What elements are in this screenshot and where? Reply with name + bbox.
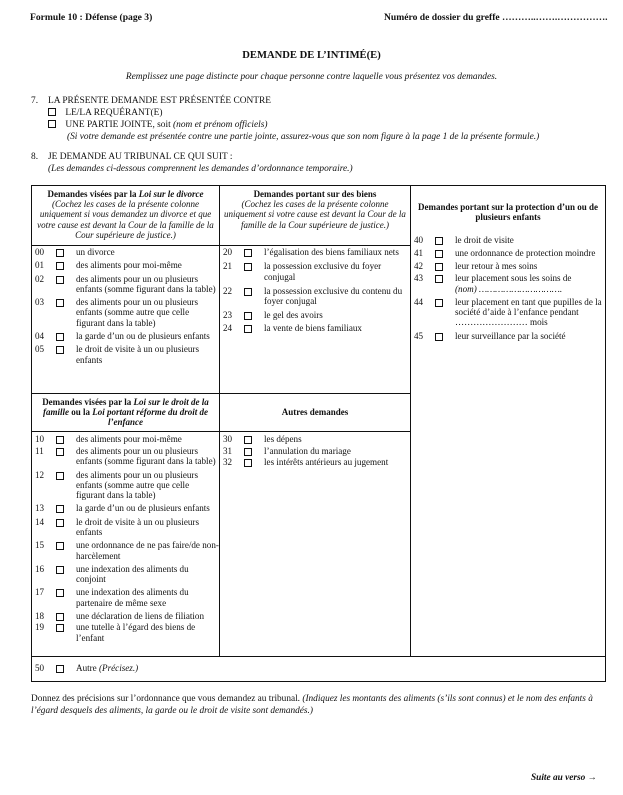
claim-row-04: [32, 331, 219, 341]
claim-label-18: une déclaration de liens de filiation: [76, 611, 205, 622]
claim-row-00: [32, 247, 219, 257]
claim-code-45: 45: [414, 330, 424, 341]
claim-code-14: 14: [35, 516, 45, 527]
claim-code-15: 15: [35, 540, 45, 551]
family-law-claims-cell: [32, 394, 220, 657]
claim-label-20: l’égalisation des biens familiaux nets: [264, 247, 399, 257]
divorce-claims-cell: [32, 246, 220, 394]
checkbox-claim-17[interactable]: [56, 589, 64, 597]
checkbox-claim-11[interactable]: [56, 448, 64, 456]
form-header-left: Formule 10 : Défense (page 3): [30, 12, 153, 23]
claim-row-18: [32, 611, 219, 621]
child-protection-list: [411, 234, 605, 341]
claim-label-16: une indexation des aliments du conjoint: [76, 563, 189, 585]
checkbox-applicant[interactable]: [48, 108, 56, 116]
checkbox-claim-24[interactable]: [244, 325, 252, 333]
claim-row-10: [32, 434, 219, 444]
claim-code-05: 05: [35, 344, 45, 355]
checkbox-claim-23[interactable]: [244, 312, 252, 320]
claim-code-04: 04: [35, 331, 45, 342]
claim-label-11: des aliments pour un ou plusieurs enfants (somme figurant dans la table): [76, 445, 216, 467]
option-joint-party-hint: (nom et prénom officiels): [173, 120, 268, 130]
claim-code-19: 19: [35, 622, 45, 633]
checkbox-claim-01[interactable]: [56, 262, 64, 270]
instruction-text: Remplissez une page distincte pour chaque personne contre laquelle vous présentez vos demandes.: [125, 72, 498, 82]
checkbox-claim-44[interactable]: [435, 299, 443, 307]
claim-row-12: [32, 470, 219, 501]
claim-label-40: le droit de visite: [455, 235, 514, 246]
claim-label-03: des aliments pour un ou plusieurs enfants (somme autre que celle figurant dans la table): [76, 297, 198, 328]
claim-row-11: [32, 446, 219, 467]
checkbox-claim-30[interactable]: [244, 436, 252, 444]
checkbox-claim-14[interactable]: [56, 519, 64, 527]
claim-row-42: [411, 261, 605, 271]
claim-code-22: 22: [223, 285, 233, 296]
claim-label-24: la vente de biens familiaux: [264, 322, 362, 333]
claim-label-10: des aliments pour moi-même: [76, 433, 182, 444]
details-hint: (Indiquez les montants des aliments (s’ils sont connus) et le nom des enfants à l’égard desquels des aliments, la garde ou le droit de visite sont demandés.): [31, 694, 593, 716]
details-text: Donnez des précisions sur l’ordonnance que vous demandez au tribunal.: [31, 694, 301, 704]
claim-row-20: [220, 247, 410, 257]
checkbox-claim-21[interactable]: [244, 263, 252, 271]
claims-table: [31, 185, 606, 682]
claim-label-42: leur retour à mes soins: [455, 261, 538, 271]
continued-on-back: Suite au verso →: [531, 773, 597, 783]
checkbox-claim-41[interactable]: [435, 250, 443, 258]
child-protection-header: Demandes portant sur la protection d’un ou de plusieurs enfants: [418, 202, 598, 223]
option-joint-party-label: UNE PARTIE JOINTE, soit: [65, 120, 171, 130]
checkbox-claim-05[interactable]: [56, 346, 64, 354]
claim-code-11: 11: [35, 445, 44, 456]
checkbox-claim-10[interactable]: [56, 436, 64, 444]
section-7-note: (Si votre demande est présentée contre une partie jointe, assurez-vous que son nom figure à la page 1 de la présente formule.): [67, 132, 540, 142]
claim-row-17: [32, 587, 219, 608]
claim-code-03: 03: [35, 297, 45, 308]
claim-row-02: [32, 274, 219, 295]
family-law-header: Demandes visées par la Loi sur le droit de la famille ou la Loi portant réforme du droit de l’enfance: [32, 394, 219, 432]
details-instruction: [31, 693, 606, 717]
claim-row-22: [220, 286, 410, 307]
property-claims-cell: [220, 246, 411, 394]
claim-code-18: 18: [35, 611, 45, 622]
claim-code-44: 44: [414, 296, 424, 307]
claim-row-24: [220, 323, 410, 333]
claim-code-30: 30: [223, 434, 233, 445]
claim-code-42: 42: [414, 261, 424, 271]
claim-label-45: leur surveillance par la société: [455, 330, 566, 341]
claim-code-16: 16: [35, 563, 45, 574]
claim-label-23: le gel des avoirs: [264, 310, 323, 321]
option-applicant-label: LE/LA REQUÉRANT(E): [65, 108, 163, 118]
claim-label-00: un divorce: [76, 247, 115, 257]
claim-code-40: 40: [414, 235, 424, 246]
claim-row-23: [220, 310, 410, 320]
section-8-note: (Les demandes ci-dessous comprennent les demandes d’ordonnance temporaire.): [48, 164, 353, 174]
checkbox-joint-party[interactable]: [48, 120, 56, 128]
claim-code-50: 50: [35, 663, 45, 673]
claim-label-13: la garde d’un ou de plusieurs enfants: [76, 503, 210, 514]
claim-row-40: [411, 235, 605, 245]
claim-label-31: l’annulation du mariage: [264, 445, 351, 456]
claim-label-41: une ordonnance de protection moindre: [455, 247, 596, 258]
claim-row-44: [411, 297, 605, 328]
checkbox-claim-42[interactable]: [435, 263, 443, 271]
checkbox-claim-02[interactable]: [56, 276, 64, 284]
section-8-number: 8.: [31, 152, 39, 162]
claim-label-15: une ordonnance de ne pas faire/de non-harcèlement: [76, 540, 219, 561]
claim-row-43: [411, 273, 605, 294]
claim-code-01: 01: [35, 260, 45, 271]
claim-code-41: 41: [414, 247, 424, 258]
checkbox-claim-22[interactable]: [244, 288, 252, 296]
checkbox-claim-20[interactable]: [244, 249, 252, 257]
claim-row-14: [32, 517, 219, 538]
claim-label-14: le droit de visite à un ou plusieurs enfants: [76, 516, 199, 537]
claim-code-32: 32: [223, 456, 233, 467]
claim-label-19: une tutelle à l’égard des biens de l’enfant: [76, 622, 196, 643]
claim-label-05: le droit de visite à un ou plusieurs enfants: [76, 344, 199, 365]
claim-50-hint: (Précisez.): [99, 663, 139, 673]
checkbox-claim-13[interactable]: [56, 505, 64, 513]
claim-row-03: [32, 297, 219, 328]
claim-code-20: 20: [223, 247, 233, 257]
claim-label-12: des aliments pour un ou plusieurs enfants (somme autre que celle figurant dans la table): [76, 469, 198, 501]
claim-row-16: [32, 564, 219, 585]
claim-label-02: des aliments pour un ou plusieurs enfants (somme figurant dans la table): [76, 273, 216, 294]
checkbox-claim-40[interactable]: [435, 237, 443, 245]
claim-code-12: 12: [35, 469, 45, 480]
claim-code-43: 43: [414, 273, 424, 284]
divorce-act-header: Demandes visées par la Loi sur le divorce (Cochez les cases de la présente colonne uniquement si vous demandez un divorce et que votre cause est devant la Cour de la famille de la Cour supérieure de justice.): [32, 186, 220, 246]
claim-row-15: [32, 540, 219, 561]
claim-code-17: 17: [35, 587, 45, 598]
claim-code-02: 02: [35, 273, 45, 284]
claim-label-01: des aliments pour moi-même: [76, 260, 182, 271]
claim-extra-43: (nom) ………………………….: [455, 283, 563, 294]
claim-code-23: 23: [223, 310, 233, 321]
claim-row-19: [32, 622, 219, 643]
section-8-heading: JE DEMANDE AU TRIBUNAL CE QUI SUIT :: [48, 152, 233, 162]
claim-row-32: [220, 457, 410, 467]
claim-code-10: 10: [35, 433, 45, 444]
checkbox-claim-45[interactable]: [435, 333, 443, 341]
checkbox-claim-43[interactable]: [435, 275, 443, 283]
section-7-number: 7.: [31, 96, 39, 106]
claim-code-13: 13: [35, 503, 45, 514]
checkbox-claim-18[interactable]: [56, 613, 64, 621]
claim-label-32: les intérêts antérieurs au jugement: [264, 456, 389, 467]
claim-code-24: 24: [223, 322, 233, 333]
court-file-number: Numéro de dossier du greffe ………..…….…………….: [384, 12, 608, 23]
other-claim-row: [32, 657, 606, 682]
property-claims-header: Demandes portant sur des biens (Cochez les cases de la présente colonne uniquement si votre cause est devant la Cour de la famille de la Cour supérieure de justice.): [220, 186, 411, 246]
claim-row-45: [411, 331, 605, 341]
checkbox-claim-03[interactable]: [56, 299, 64, 307]
claim-label-04: la garde d’un ou de plusieurs enfants: [76, 331, 210, 342]
claim-label-44: leur placement en tant que pupilles de la société d’aide à l’enfance pendant …………………… mois: [455, 296, 602, 328]
checkbox-claim-12[interactable]: [56, 472, 64, 480]
claim-label-17: une indexation des aliments du partenaire de même sexe: [76, 587, 189, 608]
child-protection-column: [411, 186, 606, 657]
claim-label-30: les dépens: [264, 434, 302, 445]
section-7-heading: LA PRÉSENTE DEMANDE EST PRÉSENTÉE CONTRE: [48, 96, 272, 106]
other-claims-header: Autres demandes: [220, 394, 410, 432]
checkbox-claim-16[interactable]: [56, 566, 64, 574]
page-title: DEMANDE DE L’INTIMÉ(E): [242, 50, 381, 61]
claim-label-43: leur placement sous les soins de: [455, 273, 572, 284]
option-applicant: [48, 108, 162, 119]
claim-code-00: 00: [35, 247, 45, 257]
claim-code-21: 21: [223, 261, 233, 272]
checkbox-claim-32[interactable]: [244, 459, 252, 467]
claim-row-01: [32, 260, 219, 270]
claim-row-30: [220, 434, 410, 444]
checkbox-claim-04[interactable]: [56, 333, 64, 341]
claim-50-label: Autre: [76, 663, 97, 673]
checkbox-claim-50[interactable]: [56, 665, 64, 673]
claim-row-41: [411, 248, 605, 258]
claim-label-22: la possession exclusive du contenu du foyer conjugal: [264, 285, 403, 307]
claim-code-31: 31: [223, 445, 233, 456]
claim-row-05: [32, 344, 219, 365]
checkbox-claim-31[interactable]: [244, 448, 252, 456]
claim-row-21: [220, 261, 410, 282]
checkbox-claim-15[interactable]: [56, 542, 64, 550]
checkbox-claim-00[interactable]: [56, 249, 64, 257]
checkbox-claim-19[interactable]: [56, 624, 64, 632]
claim-label-21: la possession exclusive du foyer conjugal: [264, 261, 382, 282]
other-claims-cell: [220, 394, 411, 657]
claim-row-31: [220, 446, 410, 456]
claim-row-13: [32, 503, 219, 513]
option-joint-party: [48, 120, 268, 131]
